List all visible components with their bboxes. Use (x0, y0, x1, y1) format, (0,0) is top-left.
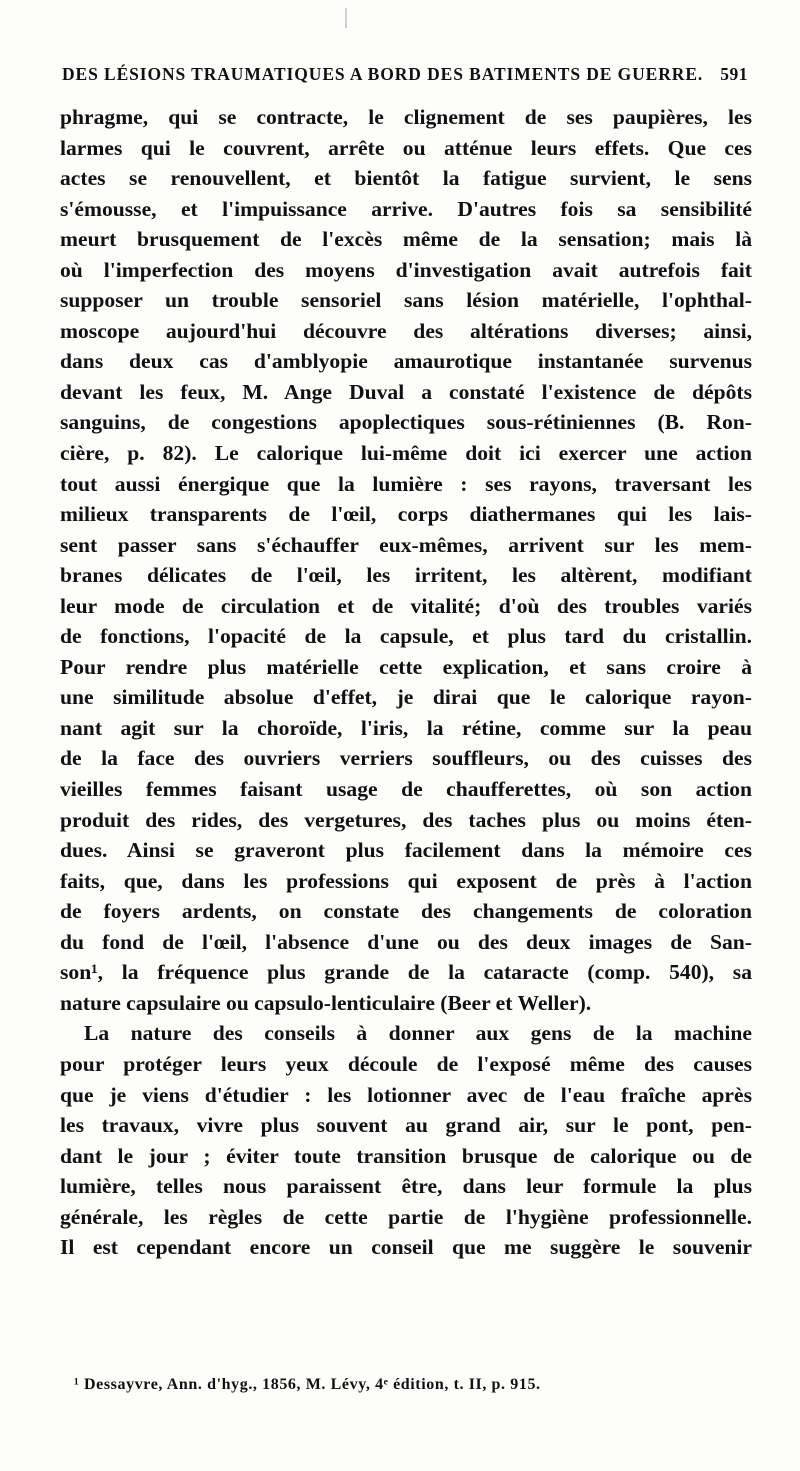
text-line: Pour rendre plus matérielle cette explication, et sans croire à (60, 654, 752, 679)
text-line: son¹, la fréquence plus grande de la cataracte (comp. 540), sa (60, 960, 752, 985)
text-line: phragme, qui se contracte, le clignement de ses paupières, les (60, 105, 752, 129)
text-line: cière, p. 82). Le calorique lui-même doit ici exercer une action (60, 441, 752, 466)
text-line: sanguins, de congestions apoplectiques sous-rétiniennes (B. Ron- (60, 410, 752, 435)
text-line: leur mode de circulation et de vitalité; d'où des troubles variés (60, 593, 752, 618)
text-line: meurt brusquement de l'excès même de la sensation; mais là (60, 227, 752, 252)
text-line: Il est cependant encore un conseil que me suggère le souvenir (60, 1235, 752, 1260)
text-line: produit des rides, des vergetures, des taches plus ou moins éten- (60, 807, 752, 832)
text-line: actes se renouvellent, et bientôt la fatigue survient, le sens (60, 166, 752, 191)
text-line: dans deux cas d'amblyopie amaurotique instantanée survenus (60, 349, 752, 374)
text-line: pour protéger leurs yeux découle de l'exposé même des causes (60, 1051, 752, 1076)
text-line: dant le jour ; éviter toute transition brusque de calorique ou de (60, 1143, 752, 1168)
text-line: générale, les règles de cette partie de l'hygiène professionnelle. (60, 1204, 752, 1229)
scan-artifact (345, 8, 347, 28)
text-line: moscope aujourd'hui découvre des altérations diverses; ainsi, (60, 318, 752, 343)
text-line: que je viens d'étudier : les lotionner avec de l'eau fraîche après (60, 1082, 752, 1107)
text-line: La nature des conseils à donner aux gens de la machine (84, 1021, 752, 1046)
text-line: vieilles femmes faisant usage de chaufferettes, où son action (60, 777, 752, 802)
text-line: de fonctions, l'opacité de la capsule, et plus tard du cristallin. (60, 624, 752, 649)
text-line: de la face des ouvriers verriers souffleurs, ou des cuisses des (60, 746, 752, 771)
text-line: devant les feux, M. Ange Duval a constaté l'existence de dépôts (60, 379, 752, 404)
text-line: du fond de l'œil, l'absence d'une ou des deux images de San- (60, 929, 752, 954)
text-line: où l'imperfection des moyens d'investigation avait autrefois fait (60, 257, 752, 282)
page-number: 591 (720, 64, 748, 84)
text-line: dues. Ainsi se graveront plus facilement dans la mémoire ces (60, 838, 752, 863)
text-line: s'émousse, et l'impuissance arrive. D'autres fois sa sensibilité (60, 196, 752, 221)
text-line: lumière, telles nous paraissent être, dans leur formule la plus (60, 1174, 752, 1199)
text-line: une similitude absolue d'effet, je dirai que le calorique rayon- (60, 685, 752, 710)
text-line: larmes qui le couvrent, arrête ou atténue leurs effets. Que ces (60, 135, 752, 160)
text-line: les travaux, vivre plus souvent au grand air, sur le pont, pen- (60, 1113, 752, 1138)
text-line: branes délicates de l'œil, les irritent, les altèrent, modifiant (60, 563, 752, 588)
text-line: tout aussi énergique que la lumière : ses rayons, traversant les (60, 471, 752, 496)
running-header (62, 64, 748, 85)
footnote: ¹ Dessayvre, Ann. d'hyg., 1856, M. Lévy, 4ᵉ édition, t. II, p. 915. (74, 1376, 541, 1393)
running-title: DES LÉSIONS TRAUMATIQUES A BORD DES BATIMENTS DE GUERRE. (62, 64, 704, 84)
text-line: supposer un trouble sensoriel sans lésion matérielle, l'ophthal- (60, 288, 752, 313)
text-line: nant agit sur la choroïde, l'iris, la rétine, comme sur la peau (60, 715, 752, 740)
text-line: de foyers ardents, on constate des changements de coloration (60, 899, 752, 924)
text-line: sent passer sans s'échauffer eux-mêmes, arrivent sur les mem- (60, 532, 752, 557)
text-line: faits, que, dans les professions qui exposent de près à l'action (60, 868, 752, 893)
text-line: milieux transparents de l'œil, corps diathermanes qui les lais- (60, 502, 752, 527)
body-text (60, 102, 752, 1263)
text-line: nature capsulaire ou capsulo-lenticulaire (Beer et Weller). (60, 990, 592, 1015)
